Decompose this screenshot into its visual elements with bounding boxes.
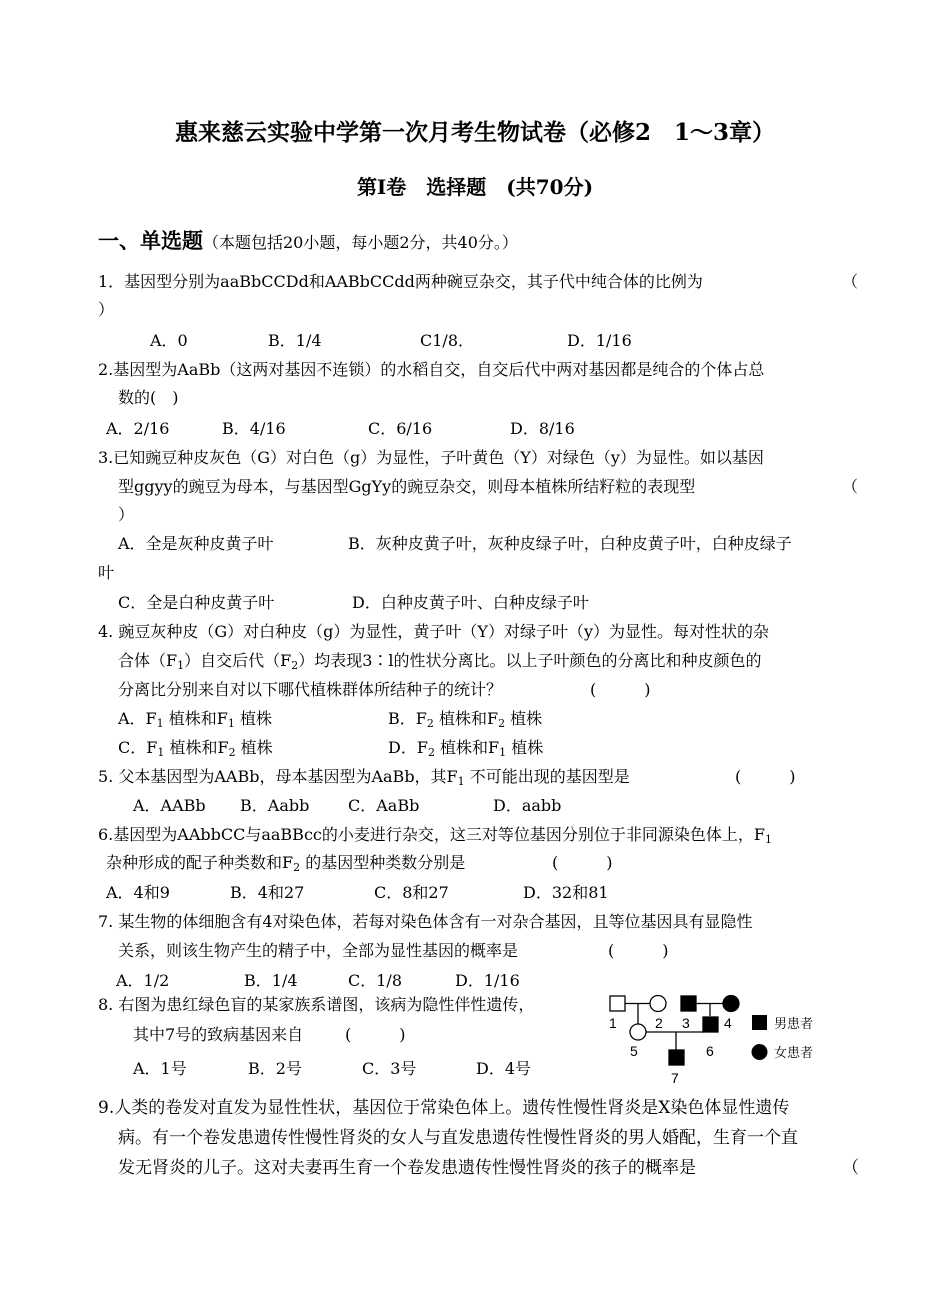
q6-line1: [98, 825, 772, 845]
q4-line3: 分离比分别来自对以下哪代植株群体所结种子的统计？: [118, 680, 503, 699]
pedigree-label-7: 7: [671, 1070, 679, 1086]
q7-option-a: A．1/2: [116, 971, 170, 990]
section-heading-note: （本题包括20小题，每小题2分，共40分。）: [203, 233, 518, 252]
q5-option-d: D．aabb: [493, 796, 562, 815]
q5-option-b: B．Aabb: [240, 796, 310, 815]
q5-text-a: 5. 父本基因型为AABb，母本基因型为AaBb，其F: [98, 767, 458, 786]
q5-text: [98, 767, 630, 787]
exam-title: 惠来慈云实验中学第一次月考生物试卷（必修2 1～3章）: [174, 119, 775, 146]
q4-option-b-t3: 植株: [505, 709, 543, 728]
q4-option-d-t3: 植株: [506, 738, 544, 757]
q7-paren: ( ): [608, 941, 669, 960]
q4-paren: ( ): [590, 680, 651, 699]
pedigree-individual-6: [703, 1017, 718, 1032]
section-heading-label: 一、单选题: [98, 228, 203, 253]
q8-option-d: D．4号: [476, 1059, 532, 1078]
q4-line2: [118, 651, 762, 671]
q3-option-a: A．全是灰种皮黄子叶: [118, 534, 274, 553]
q5-option-a: A．AABb: [133, 796, 206, 815]
section-subtitle: 第Ⅰ卷 选择题 (共70分): [356, 175, 594, 199]
q6-line2-b: 的基因型种类数分别是: [300, 853, 466, 872]
q4-option-a-t1: A．F: [118, 709, 157, 728]
q2-option-a: A．2/16: [106, 419, 170, 438]
q5-paren: ( ): [735, 767, 796, 786]
q6-line2-sub: 2: [293, 861, 301, 874]
q5-option-c: C．AaBb: [348, 796, 420, 815]
q9-line1: 9.人类的卷发对直发为显性性状，基因位于常染色体上。遗传性慢性肾炎是X染色体显性遗传: [98, 1098, 790, 1118]
q4-option-c: [118, 738, 273, 758]
q4-option-a-sub1: 1: [156, 717, 164, 730]
legend-female-symbol: [752, 1044, 768, 1060]
q8-line2: 其中7号的致病基因来自: [133, 1025, 304, 1044]
q6-option-c: C．8和27: [374, 883, 449, 902]
q4-option-b-t1: B．F: [388, 709, 427, 728]
q4-option-d-sub1: 2: [427, 746, 435, 759]
q1-text: 1．基因型分别为aaBbCCDd和AABbCCdd两种碗豆杂交，其子代中纯合体的比例为: [98, 272, 703, 291]
q9-line3: 发无肾炎的儿子。这对夫妻再生育一个卷发患遗传性慢性肾炎的孩子的概率是: [118, 1158, 696, 1178]
q6-line1-text: 6.基因型为AAbbCC与aaBBcc的小麦进行杂交，这三对等位基因分别位于非同源染色体上，F: [98, 825, 765, 844]
q6-line2: [106, 853, 465, 873]
q4-line2-c: ）均表现3∶l的性状分离比。以上子叶颜色的分离比和种皮颜色的: [298, 651, 762, 670]
q4-option-d-t2: 植株和F: [434, 738, 500, 757]
q4-option-c-sub2: 2: [228, 746, 236, 759]
q1-paren-open: （: [842, 272, 859, 291]
q1-option-c: C1/8．: [420, 331, 474, 350]
q7-option-d: D．1/16: [455, 971, 520, 990]
q3-option-b-cont: 叶: [98, 563, 115, 582]
pedigree-individual-3: [681, 996, 696, 1011]
q8-option-a: A．1号: [133, 1059, 187, 1078]
q4-option-c-sub1: 1: [157, 746, 165, 759]
q3-option-c: C．全是白种皮黄子叶: [118, 593, 275, 612]
q1-option-a: A．0: [150, 331, 188, 350]
pedigree-label-4: 4: [724, 1015, 732, 1031]
q2-line2: 数的( ): [118, 388, 179, 407]
q4-option-d-sub2: 1: [499, 746, 507, 759]
q6-option-a: A．4和9: [106, 883, 170, 902]
q4-option-c-t2: 植株和F: [164, 738, 229, 757]
q4-option-d-t1: D．F: [388, 738, 428, 757]
q4-option-b-sub1: 2: [426, 717, 434, 730]
q3-paren-open: （: [842, 477, 859, 496]
q4-line2-a: 合体（F: [118, 651, 178, 670]
q2-option-b: B．4/16: [222, 419, 286, 438]
q3-paren-close: ）: [118, 505, 135, 524]
q6-line1-sub: 1: [764, 833, 772, 846]
pedigree-individual-2: [650, 996, 666, 1012]
pedigree-individual-5: [630, 1024, 646, 1040]
pedigree-label-2: 2: [655, 1015, 663, 1031]
q3-option-d: D．白种皮黄子叶、白种皮绿子叶: [352, 593, 589, 612]
legend-male-symbol: [752, 1015, 767, 1030]
pedigree-label-5: 5: [630, 1043, 638, 1059]
pedigree-label-3: 3: [682, 1015, 690, 1031]
pedigree-individual-4: [723, 996, 739, 1012]
q3-line1: 3.已知豌豆种皮灰色（G）对白色（g）为显性，子叶黄色（Y）对绿色（y）为显性。如以基因: [98, 448, 764, 467]
q1-option-d: D．1/16: [567, 331, 632, 350]
q9-line2: 病。有一个卷发患遗传性慢性肾炎的女人与直发患遗传性慢性肾炎的男人婚配，生育一个直: [118, 1128, 798, 1148]
q3-option-b: B．灰种皮黄子叶，灰种皮绿子叶，白种皮黄子叶，白种皮绿子: [348, 534, 792, 553]
legend-female-label: 女患者: [774, 1046, 814, 1061]
q1-paren-close: ）: [98, 300, 115, 319]
q4-option-a-t3: 植株: [234, 709, 272, 728]
q6-option-d: D．32和81: [523, 883, 609, 902]
section-heading: [98, 228, 518, 256]
pedigree-label-1: 1: [609, 1015, 617, 1031]
q4-option-c-t3: 植株: [235, 738, 273, 757]
q5-sub: 1: [457, 775, 465, 788]
q4-line2-b: ）自交后代（F: [184, 651, 292, 670]
q8-option-b: B．2号: [248, 1059, 302, 1078]
legend-male-label: 男患者: [774, 1017, 814, 1032]
q4-option-a-sub2: 1: [227, 717, 235, 730]
pedigree-individual-1: [610, 996, 625, 1011]
q1-option-b: B．1/4: [268, 331, 322, 350]
q7-line1: 7. 某生物的体细胞含有4对染色体，若每对染色体含有一对杂合基因，且等位基因具有显隐性: [98, 912, 753, 931]
q4-line2-sub2: 2: [291, 659, 299, 672]
pedigree-label-6: 6: [706, 1043, 714, 1059]
q4-option-b: [388, 709, 542, 729]
q4-line2-sub1: 1: [177, 659, 185, 672]
q2-line1: 2.基因型为AaBb（这两对基因不连锁）的水稻自交，自交后代中两对基因都是纯合的个体占总: [98, 360, 765, 379]
q4-option-a-t2: 植株和F: [163, 709, 228, 728]
q9-paren-open: （: [842, 1158, 859, 1178]
q3-line2: 型ggyy的豌豆为母本，与基因型GgYy的豌豆杂交，则母本植株所结籽粒的表现型: [118, 477, 696, 496]
q5-text-b: 不可能出现的基因型是: [464, 767, 630, 786]
q2-option-d: D．8/16: [510, 419, 575, 438]
q8-line1: 8. 右图为患红绿色盲的某家族系谱图，该病为隐性伴性遗传，: [98, 995, 535, 1014]
q7-option-b: B．1/4: [244, 971, 298, 990]
q4-line1: 4. 豌豆灰种皮（G）对白种皮（g）为显性，黄子叶（Y）对绿子叶（y）为显性。每对性状的杂: [98, 622, 769, 641]
q8-paren: ( ): [345, 1025, 406, 1044]
q4-option-b-sub2: 2: [498, 717, 506, 730]
q6-option-b: B．4和27: [230, 883, 305, 902]
q8-option-c: C．3号: [362, 1059, 417, 1078]
pedigree-chart: [602, 990, 842, 1090]
q4-option-c-t1: C．F: [118, 738, 158, 757]
q4-option-a: [118, 709, 272, 729]
q4-option-b-t2: 植株和F: [433, 709, 499, 728]
pedigree-individual-7: [669, 1050, 684, 1065]
q2-option-c: C．6/16: [368, 419, 433, 438]
q7-option-c: C．1/8: [348, 971, 402, 990]
q6-paren: ( ): [552, 853, 613, 872]
q7-line2: 关系，则该生物产生的精子中，全部为显性基因的概率是: [118, 941, 519, 960]
q4-option-d: [388, 738, 543, 758]
q6-line2-a: 杂种形成的配子种类数和F: [106, 853, 294, 872]
